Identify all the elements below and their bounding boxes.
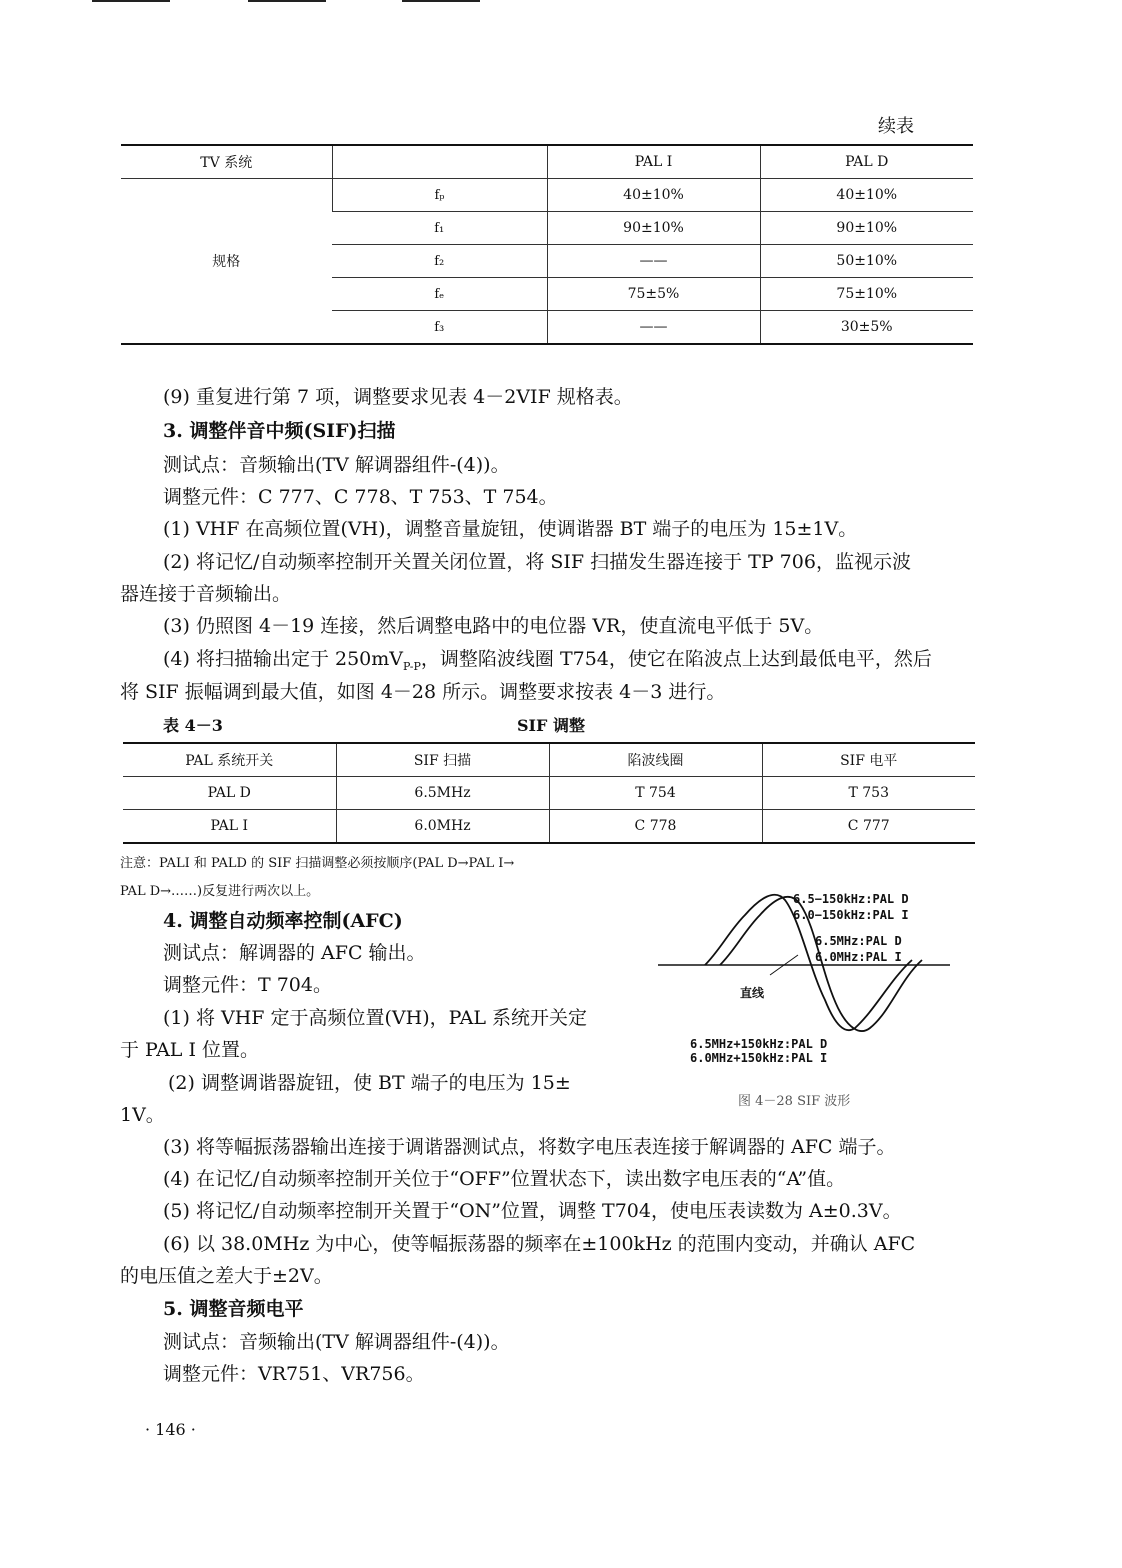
section-heading: 5. 调整音频电平 <box>163 1298 304 1320</box>
section-heading: 4. 调整自动频率控制(AFC) <box>163 910 403 932</box>
table-cell: PAL I <box>210 818 249 834</box>
sif-waveform-figure <box>650 880 950 1060</box>
paragraph: (1) VHF 在高频位置(VH)，调整音量旋钮，使调谐器 BT 端子的电压为 15±1V。 <box>163 518 858 540</box>
top-rule <box>92 0 170 2</box>
table-header-row <box>123 743 975 777</box>
figure-label: 6.5−150kHz:PAL D <box>793 892 909 906</box>
paragraph: 测试点：音频输出(TV 解调器组件-(4))。 <box>163 454 510 476</box>
paragraph: 的电压值之差大于±2V。 <box>120 1265 333 1287</box>
table-cell: 6.0MHz <box>336 810 549 844</box>
table-row <box>121 179 973 212</box>
paragraph: 调整元件：T 704。 <box>163 974 332 996</box>
paragraph: (9) 重复进行第 7 项，调整要求见表 4－2VIF 规格表。 <box>163 386 633 408</box>
header-cell: SIF 电平 <box>762 743 975 777</box>
table-cell: T 754 <box>549 777 762 810</box>
symbol-cell: fₚ <box>332 179 547 212</box>
paragraph: (3) 仍照图 4－19 连接，然后调整电路中的电位器 VR，使直流电平低于 5V。 <box>163 615 824 637</box>
table-note: 注意：PALI 和 PALD 的 SIF 扫描调整必须按顺序(PAL D→PAL I→ <box>120 856 515 871</box>
paragraph: 将 SIF 振幅调到最大值，如图 4－28 所示。调整要求按表 4－3 进行。 <box>120 681 726 703</box>
continued-label: 续表 <box>878 116 914 137</box>
table-cell: T 753 <box>762 777 975 810</box>
paragraph: (6) 以 38.0MHz 为中心，使等幅振荡器的频率在±100kHz 的范围内变动，并确认 AFC <box>163 1233 916 1255</box>
section-heading: 3. 调整伴音中频(SIF)扫描 <box>163 420 396 442</box>
table-cell: C 778 <box>549 810 762 844</box>
value-cell: 75±5% <box>547 278 760 311</box>
paragraph: 于 PAL I 位置。 <box>120 1039 260 1061</box>
top-rule <box>402 0 480 2</box>
paragraph: (2) 将记忆/自动频率控制开关置关闭位置，将 SIF 扫描发生器连接于 TP 706，监视示波 <box>163 551 911 573</box>
value-cell: 50±10% <box>760 245 973 278</box>
table-cell: PAL D <box>123 777 336 810</box>
table-title: SIF 调整 <box>517 716 585 735</box>
paragraph: 调整元件：VR751、VR756。 <box>163 1363 425 1385</box>
text-run: (4) 将扫描输出定于 250mV <box>163 648 403 670</box>
header-cell: SIF 扫描 <box>336 743 549 777</box>
header-cell: TV 系统 <box>121 145 332 179</box>
header-cell <box>332 145 547 179</box>
header-cell: PAL D <box>760 145 973 179</box>
value-cell: —— <box>547 245 760 278</box>
sif-adjust-table <box>123 742 975 844</box>
table-number: 表 4－3 <box>163 716 223 735</box>
value-cell: 40±10% <box>547 179 760 212</box>
paragraph: 测试点：解调器的 AFC 输出。 <box>163 942 426 964</box>
figure-label: 6.5MHz+150kHz:PAL D <box>690 1037 828 1051</box>
table-row <box>123 777 975 810</box>
paragraph: 测试点：音频输出(TV 解调器组件-(4))。 <box>163 1331 510 1353</box>
table-row <box>123 810 975 844</box>
paragraph: (5) 将记忆/自动频率控制开关置于“ON”位置，调整 T704，使电压表读数为 A±0.3V。 <box>163 1200 902 1222</box>
header-cell: PAL I <box>547 145 760 179</box>
paragraph: 调整元件：C 777、C 778、T 753、T 754。 <box>163 486 558 508</box>
table-note: PAL D→……)反复进行两次以上。 <box>120 884 320 899</box>
value-cell: 90±10% <box>547 212 760 245</box>
table-header-row <box>121 145 973 179</box>
spec-label-cell: 规格 <box>212 254 241 270</box>
text-run: ，调整陷波线圈 T754，使它在陷波点上达到最低电平，然后 <box>420 648 932 670</box>
header-cell: PAL 系统开关 <box>123 743 336 777</box>
figure-label: 6.5MHz:PAL D <box>815 934 902 948</box>
symbol-cell: f₁ <box>332 212 547 245</box>
value-cell: —— <box>547 311 760 345</box>
paragraph: (2) 调整调谐器旋钮，使 BT 端子的电压为 15± <box>168 1072 571 1094</box>
top-rule <box>248 0 326 2</box>
subscript: P-P <box>403 659 421 673</box>
paragraph <box>163 646 932 680</box>
table-cell: C 777 <box>762 810 975 844</box>
symbol-cell: fₑ <box>332 278 547 311</box>
table-cell: 6.5MHz <box>336 777 549 810</box>
header-cell: 陷波线圈 <box>549 743 762 777</box>
symbol-cell: f₃ <box>434 319 445 335</box>
paragraph: (4) 在记忆/自动频率控制开关位于“OFF”位置状态下，读出数字电压表的“A”值。 <box>163 1168 846 1190</box>
figure-label: 6.0MHz:PAL I <box>815 950 902 964</box>
figure-label: 6.0−150kHz:PAL I <box>793 908 909 922</box>
paragraph: (1) 将 VHF 定于高频位置(VH)，PAL 系统开关定 <box>163 1007 588 1029</box>
page-number: · 146 · <box>145 1420 196 1439</box>
value-cell: 90±10% <box>760 212 973 245</box>
paragraph: (3) 将等幅振荡器输出连接于调谐器测试点，将数字电压表连接于解调器的 AFC 端子。 <box>163 1136 896 1158</box>
figure-label: 直线 <box>740 986 765 1000</box>
value-cell: 75±10% <box>760 278 973 311</box>
figure-label: 6.0MHz+150kHz:PAL I <box>690 1051 828 1065</box>
paragraph: 器连接于音频输出。 <box>120 583 292 605</box>
paragraph: 1V。 <box>120 1104 165 1126</box>
spec-table <box>121 144 973 345</box>
symbol-cell: f₂ <box>332 245 547 278</box>
value-cell: 30±5% <box>760 311 973 345</box>
figure-caption: 图 4－28 SIF 波形 <box>738 1094 851 1109</box>
value-cell: 40±10% <box>760 179 973 212</box>
